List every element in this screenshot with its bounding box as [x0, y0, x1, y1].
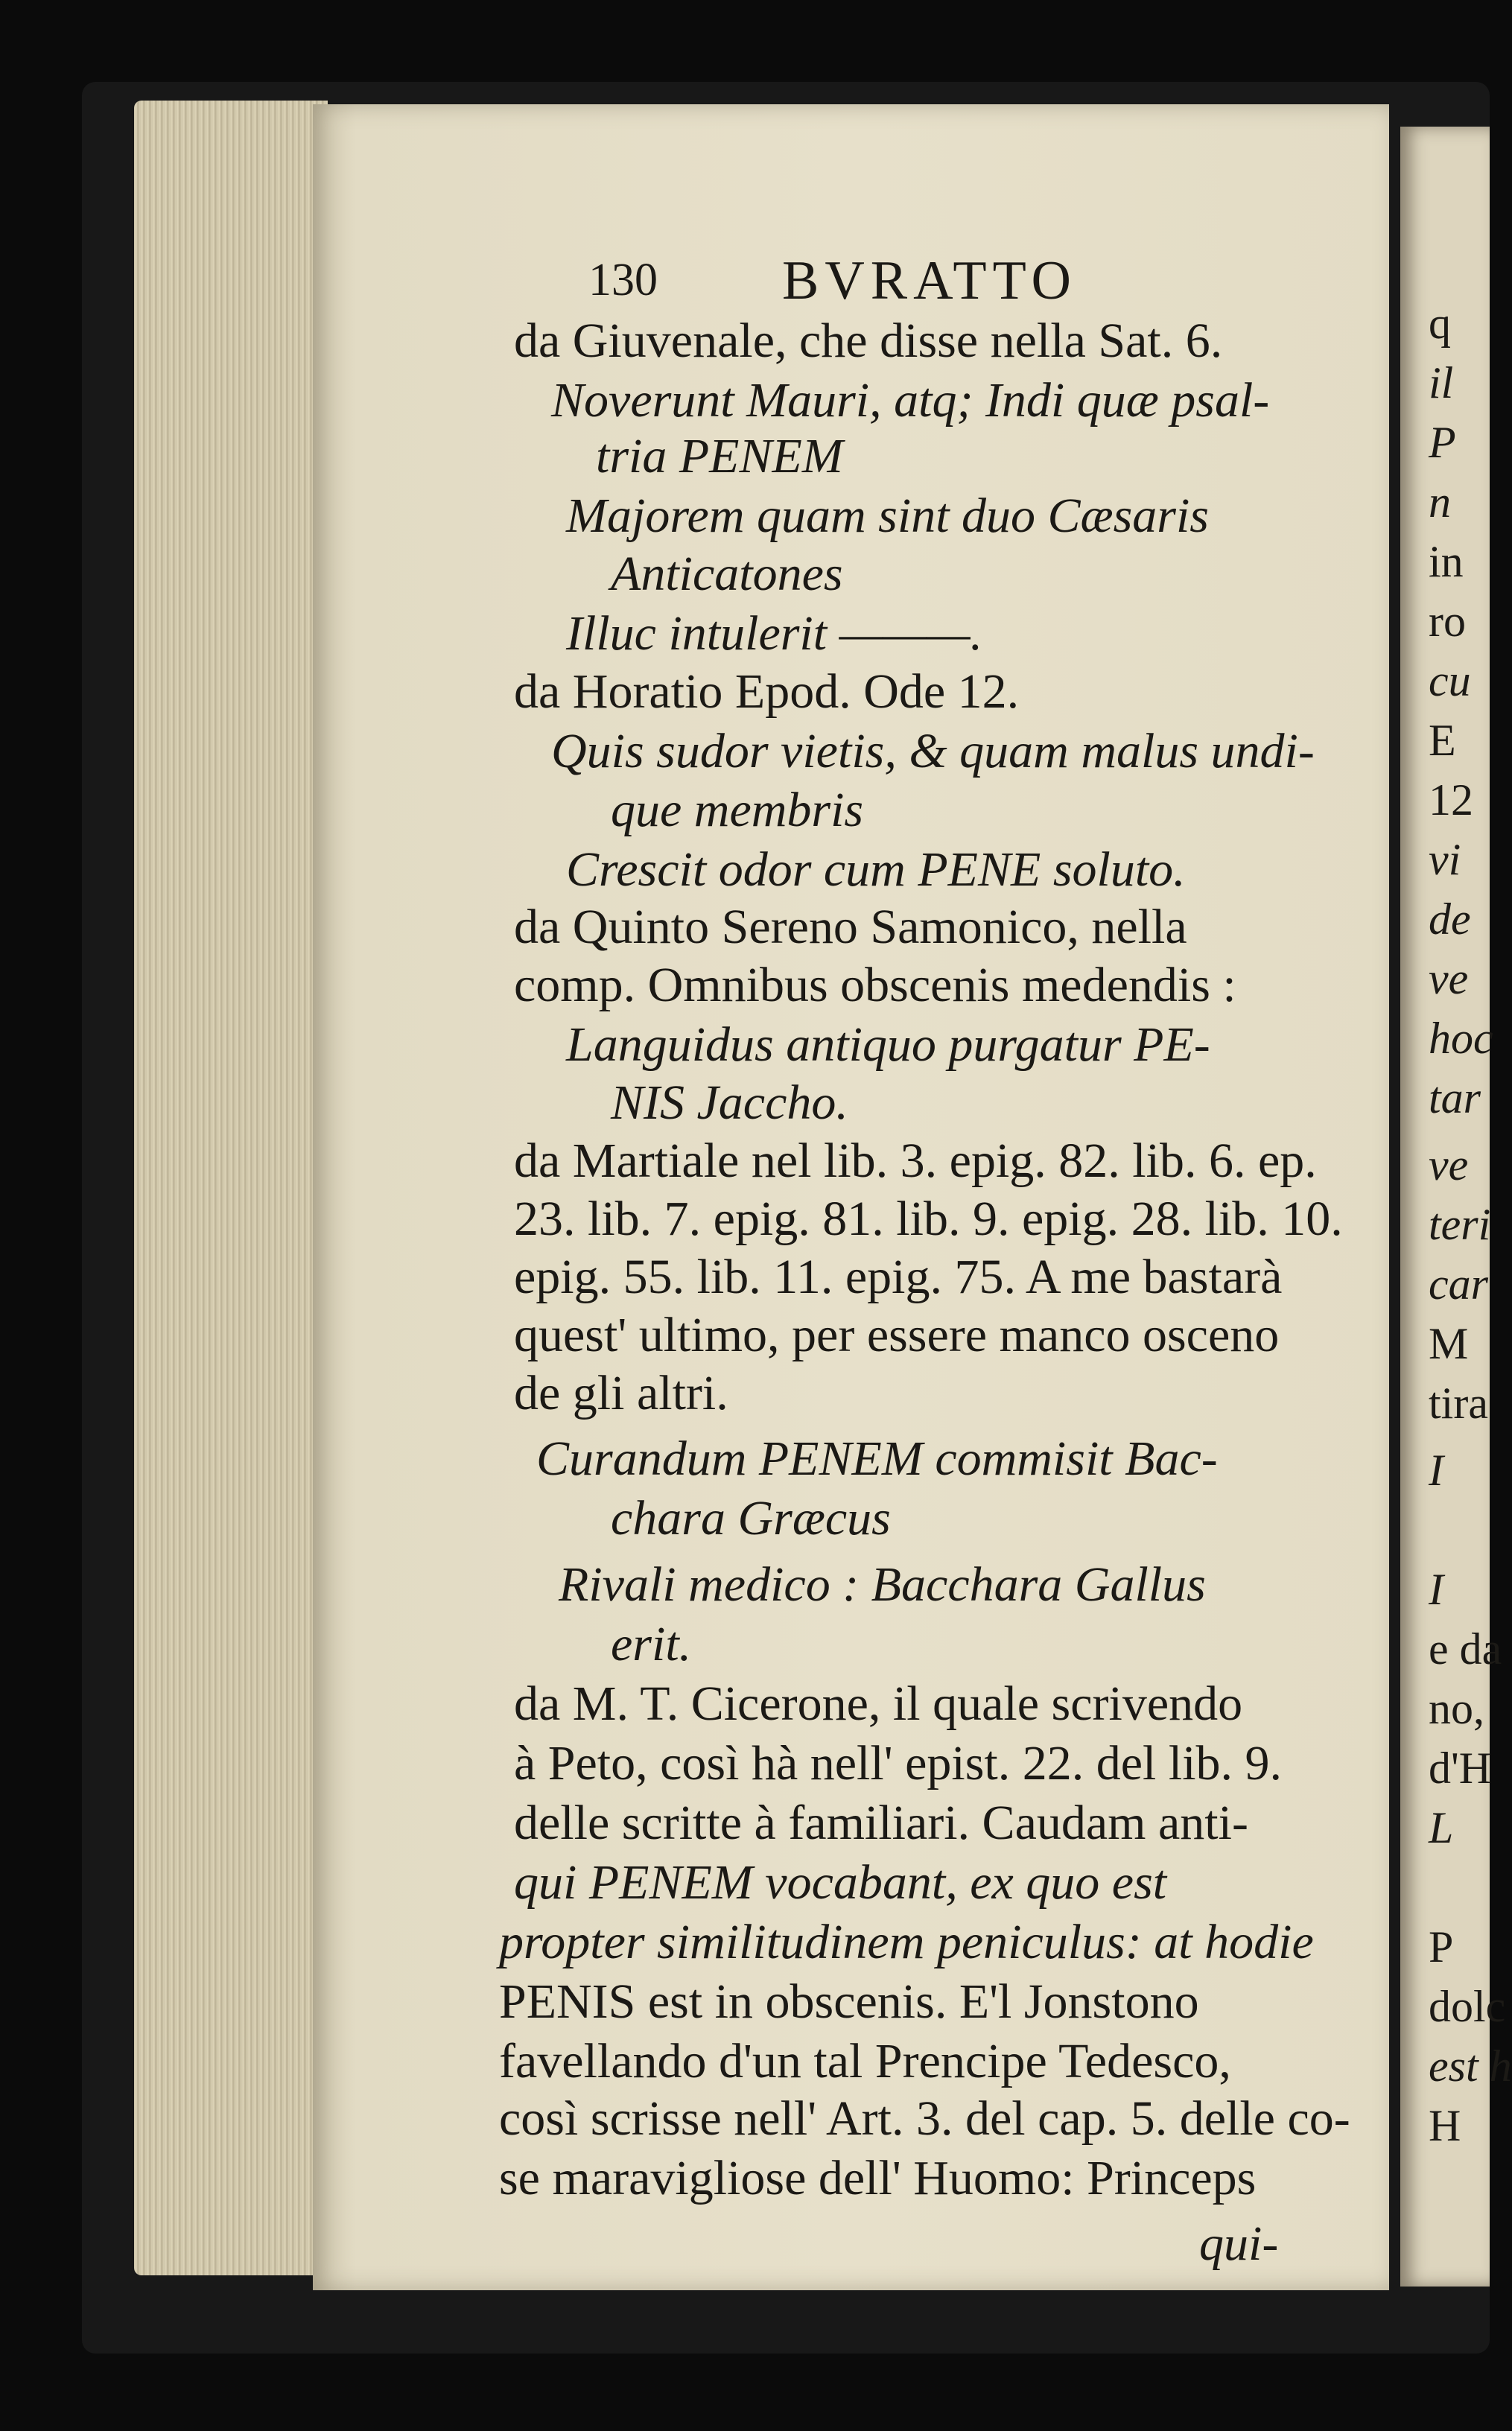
- text-line: que membris: [611, 783, 864, 837]
- book-page: [313, 104, 1389, 2290]
- text-line: NIS Jaccho.: [611, 1075, 848, 1130]
- page-text: [313, 104, 1389, 2290]
- text-line: epig. 55. lib. 11. epig. 75. A me bastarà: [514, 1250, 1283, 1304]
- facing-fragment: tira: [1429, 1379, 1488, 1428]
- facing-fragment: E: [1429, 716, 1456, 765]
- text-line: PENIS est in obscenis. E'l Jonstono: [499, 1974, 1199, 2029]
- facing-fragment: ve: [1429, 954, 1469, 1003]
- text-line: da Quinto Sereno Samonico, nella: [514, 900, 1187, 954]
- page-number: 130: [588, 255, 658, 305]
- text-line: così scrisse nell' Art. 3. del cap. 5. delle co-: [499, 2091, 1350, 2146]
- facing-fragment: I: [1429, 1565, 1443, 1614]
- text-line: à Peto, così hà nell' epist. 22. del lib. 9.: [514, 1736, 1283, 1790]
- text-line: chara Græcus: [611, 1491, 891, 1545]
- facing-fragment: M: [1429, 1319, 1469, 1368]
- facing-fragment: e da: [1429, 1624, 1502, 1674]
- facing-fragment: ro: [1429, 597, 1466, 646]
- text-line: erit.: [611, 1617, 692, 1671]
- text-line: Illuc intulerit ———.: [566, 606, 983, 661]
- facing-fragment: q: [1429, 299, 1451, 348]
- facing-page-edge: [1400, 127, 1512, 2287]
- facing-fragment: no,: [1429, 1684, 1484, 1733]
- page-edges: [134, 101, 328, 2275]
- text-line: Quis sudor vietis, & quam malus undi-: [551, 724, 1315, 778]
- text-line: Majorem quam sint duo Cæsaris: [566, 489, 1209, 543]
- text-line: 23. lib. 7. epig. 81. lib. 9. epig. 28. lib. 10.: [514, 1192, 1343, 1246]
- facing-fragment: teri: [1429, 1200, 1491, 1249]
- text-line: comp. Omnibus obscenis medendis :: [514, 958, 1236, 1012]
- facing-fragment: H: [1429, 2101, 1461, 2150]
- text-line: Rivali medico : Bacchara Gallus: [559, 1557, 1206, 1612]
- text-line: Crescit odor cum PENE soluto.: [566, 842, 1186, 897]
- facing-fragment: d'H: [1429, 1744, 1492, 1793]
- text-line: da Giuvenale, che disse nella Sat. 6.: [514, 314, 1223, 368]
- catchword: qui-: [1199, 2216, 1279, 2271]
- running-head: BVRATTO: [782, 250, 1077, 311]
- text-line: de gli altri.: [514, 1366, 728, 1420]
- text-line: Anticatones: [611, 547, 843, 601]
- facing-fragment: ve: [1429, 1140, 1469, 1189]
- facing-fragment: I: [1429, 1446, 1443, 1495]
- facing-fragment: est h: [1429, 2041, 1512, 2091]
- facing-fragment: car: [1429, 1259, 1488, 1309]
- facing-fragment: hoc: [1429, 1014, 1493, 1063]
- text-line: qui PENEM vocabant, ex quo est: [514, 1855, 1167, 1910]
- text-line: favellando d'un tal Prencipe Tedesco,: [499, 2034, 1231, 2088]
- facing-fragment: il: [1429, 358, 1454, 407]
- facing-fragment: P: [1429, 418, 1456, 467]
- facing-fragment: n: [1429, 477, 1451, 527]
- text-line: Noverunt Mauri, atq; Indi quæ psal-: [551, 373, 1270, 428]
- facing-fragment: vi: [1429, 835, 1461, 884]
- facing-fragment: de: [1429, 894, 1471, 944]
- facing-fragment: dolc: [1429, 1982, 1506, 2031]
- facing-fragment: 12: [1429, 775, 1473, 824]
- text-line: Curandum PENEM commisit Bac-: [536, 1431, 1218, 1486]
- text-line: delle scritte à familiari. Caudam anti-: [514, 1796, 1248, 1850]
- facing-fragment: tar: [1429, 1073, 1481, 1122]
- text-line: Languidus antiquo purgatur PE-: [566, 1017, 1210, 1072]
- facing-fragment: P: [1429, 1922, 1454, 1971]
- text-line: tria PENEM: [596, 429, 843, 483]
- text-line: propter similitudinem peniculus: at hodie: [499, 1915, 1314, 1969]
- facing-fragment: L: [1429, 1803, 1454, 1852]
- facing-fragment: cu: [1429, 656, 1471, 705]
- text-line: se maravigliose dell' Huomo: Princeps: [499, 2151, 1257, 2205]
- facing-fragment: in: [1429, 537, 1464, 586]
- text-line: da Martiale nel lib. 3. epig. 82. lib. 6. ep.: [514, 1134, 1317, 1188]
- text-line: da Horatio Epod. Ode 12.: [514, 664, 1020, 719]
- text-line: da M. T. Cicerone, il quale scrivendo: [514, 1677, 1243, 1731]
- text-line: quest' ultimo, per essere manco osceno: [514, 1308, 1280, 1362]
